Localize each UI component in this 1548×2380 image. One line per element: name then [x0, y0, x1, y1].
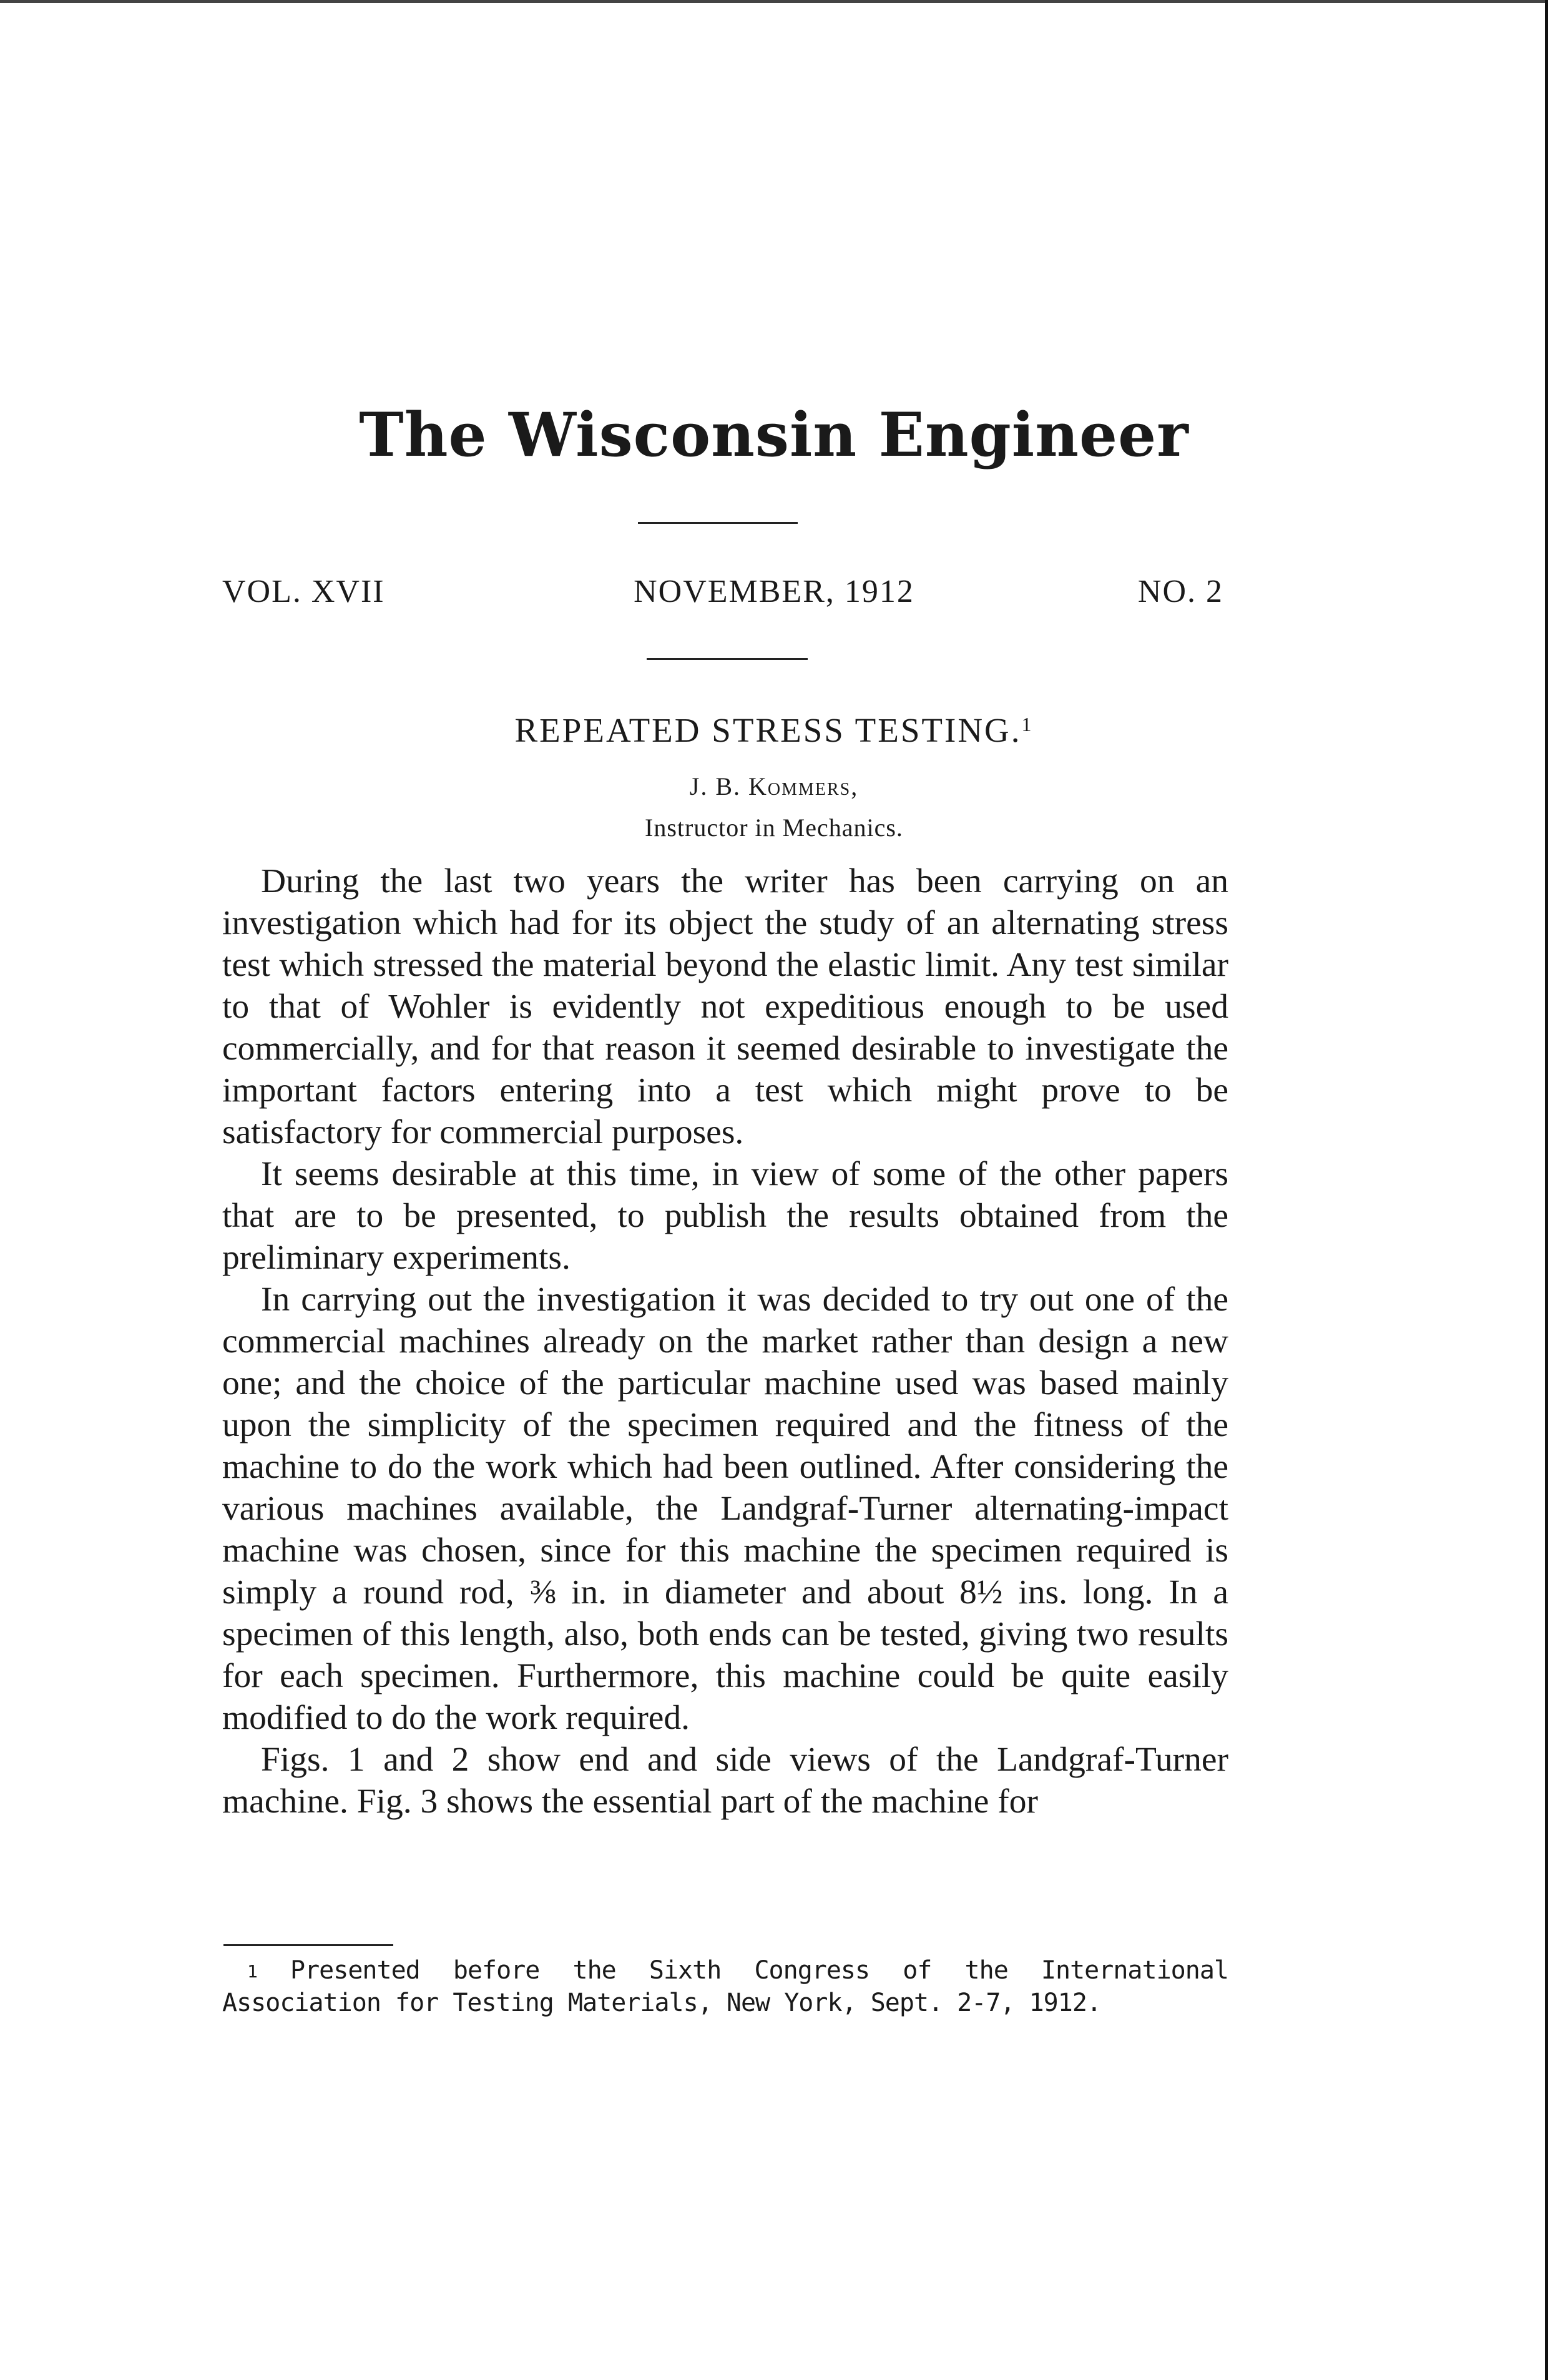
scan-edge-right: [1545, 0, 1548, 2380]
article-title-text: REPEATED STRESS TESTING.: [514, 711, 1022, 749]
issue-rule: [647, 658, 808, 660]
issue-date: NOVEMBER, 1912: [634, 574, 914, 609]
article-title: [0, 711, 1548, 750]
journal-masthead: The Wisconsin Engineer: [359, 400, 1189, 470]
author-name: J. B. Kommers,: [689, 772, 859, 800]
volume-label: VOL. XVII: [222, 574, 385, 609]
footnote-marker: 1: [247, 1961, 257, 1982]
body-paragraph: Figs. 1 and 2 show end and side views of the Landgraf-Turner machine. Fig. 3 shows the essential part of the machine for: [222, 1741, 1228, 1821]
footnote: [222, 1954, 1228, 2019]
body-paragraph: It seems desirable at this time, in view of some of the other papers that are to be presented, to publish the results obtained from the preliminary experiments.: [222, 1155, 1228, 1277]
body-paragraph: During the last two years the writer has been carrying on an investigation which had for its object the study of an alternating stress test which stressed the material beyond the elastic limit. Any test similar to that of Wohler is evidently not expeditious enough to be used commercially, and for that reason it seemed desirable to investigate the important factors entering into a test which might prove to be satisfactory for commercial purposes.: [222, 862, 1228, 1151]
masthead-rule: [638, 522, 798, 524]
footnote-rule: [223, 1944, 393, 1946]
body-paragraph: In carrying out the investigation it was decided to try out one of the commercial machines already on the market rather than design a new one; and the choice of the particular machine used was based mainly upon the simplicity of the specimen required and the fitness of the machine to do the work which had been outlined. After considering the various machines available, the Landgraf-Turner alternating-impact machine was chosen, since for this machine the specimen required is simply a round rod, ⅜ in. in diameter and about 8½ ins. long. In a specimen of this length, also, both ends can be tested, giving two results for each specimen. Furthermore, this machine could be quite easily modified to do the work required.: [222, 1281, 1228, 1737]
scan-edge-top: [0, 0, 1548, 3]
title-footnote-marker: 1: [1021, 713, 1034, 735]
article-body: [222, 860, 1228, 1822]
footnote-text: Presented before the Sixth Congress of the International Association for Testing Materials, New York, Sept. 2-7, 1912.: [222, 1956, 1228, 2017]
author-role: Instructor in Mechanics.: [645, 814, 903, 842]
issue-number: NO. 2: [1137, 574, 1223, 609]
